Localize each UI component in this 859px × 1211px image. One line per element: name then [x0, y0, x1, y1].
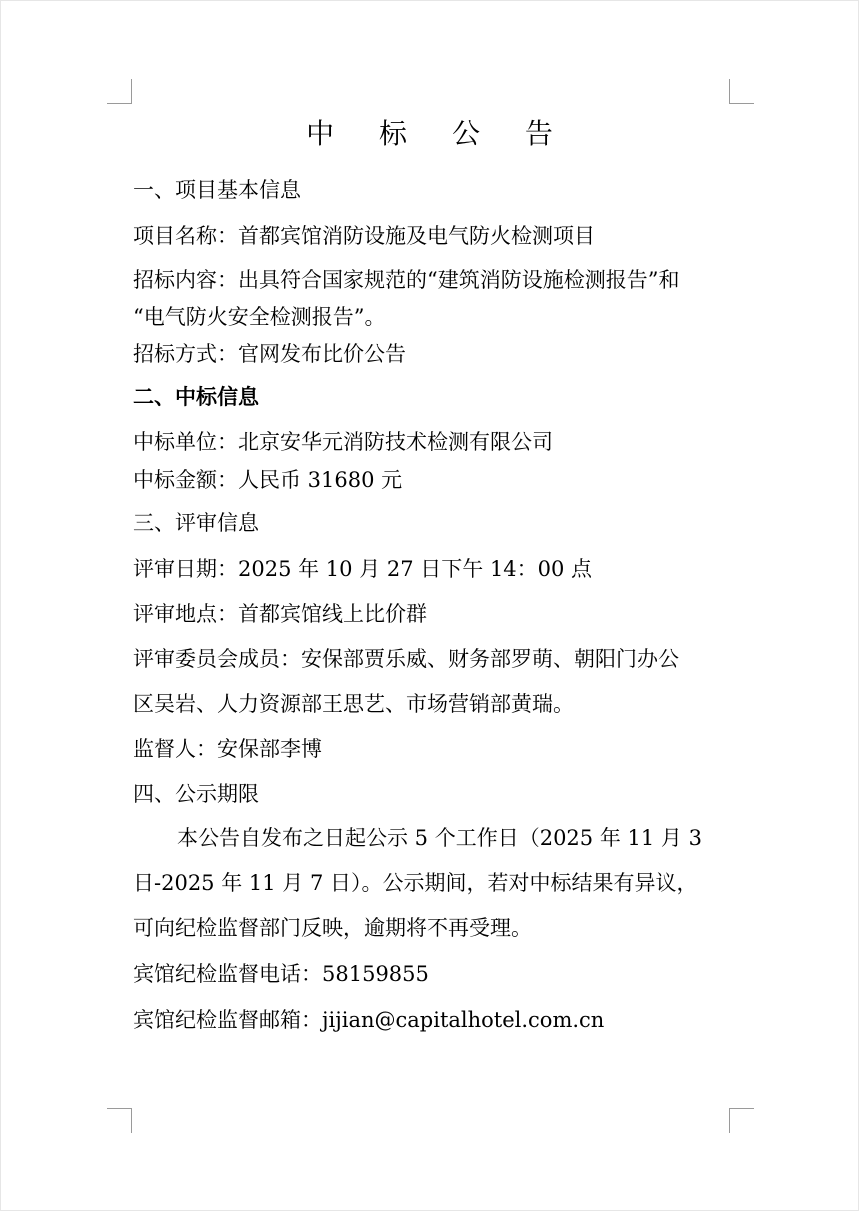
amount: 中标金额：人民币 31680 元 [133, 468, 403, 492]
supervisor: 监督人：安保部李博 [133, 737, 322, 761]
tender-method: 招标方式：官网发布比价公告 [133, 342, 406, 366]
notice-line1: 本公告自发布之日起公示 5 个工作日（2025 年 11 月 3 [177, 826, 702, 850]
supervision-email: 宾馆纪检监督邮箱：jijian@capitalhotel.com.cn [133, 1008, 605, 1032]
review-location: 评审地点：首都宾馆线上比价群 [133, 602, 427, 626]
winner: 中标单位：北京安华元消防技术检测有限公司 [133, 430, 553, 454]
section4-heading: 四、公示期限 [133, 782, 259, 806]
section1-heading: 一、项目基本信息 [133, 178, 301, 202]
committee-line1: 评审委员会成员：安保部贾乐威、财务部罗萌、朝阳门办公 [133, 647, 679, 671]
section3-heading: 三、评审信息 [133, 511, 259, 535]
project-name: 项目名称：首都宾馆消防设施及电气防火检测项目 [133, 224, 595, 248]
review-date: 评审日期：2025 年 10 月 27 日下午 14：00 点 [133, 557, 593, 581]
tender-content-line2: “电气防火安全检测报告”。 [133, 305, 386, 329]
crop-mark-top-right [729, 79, 754, 104]
crop-mark-top-left [107, 79, 132, 104]
tender-content-line1: 招标内容：出具符合国家规范的“建筑消防设施检测报告”和 [133, 268, 680, 292]
notice-line3: 可向纪检监督部门反映，逾期将不再受理。 [133, 916, 532, 940]
document-title: 中 标 公 告 [306, 117, 571, 150]
crop-mark-bottom-left [107, 1108, 132, 1133]
crop-mark-bottom-right [729, 1108, 754, 1133]
supervision-phone: 宾馆纪检监督电话：58159855 [133, 962, 429, 986]
committee-line2: 区吴岩、人力资源部王思艺、市场营销部黄瑞。 [133, 692, 574, 716]
notice-line2: 日-2025 年 11 月 7 日）。公示期间，若对中标结果有异议， [133, 871, 698, 895]
section2-heading: 二、中标信息 [133, 384, 259, 409]
